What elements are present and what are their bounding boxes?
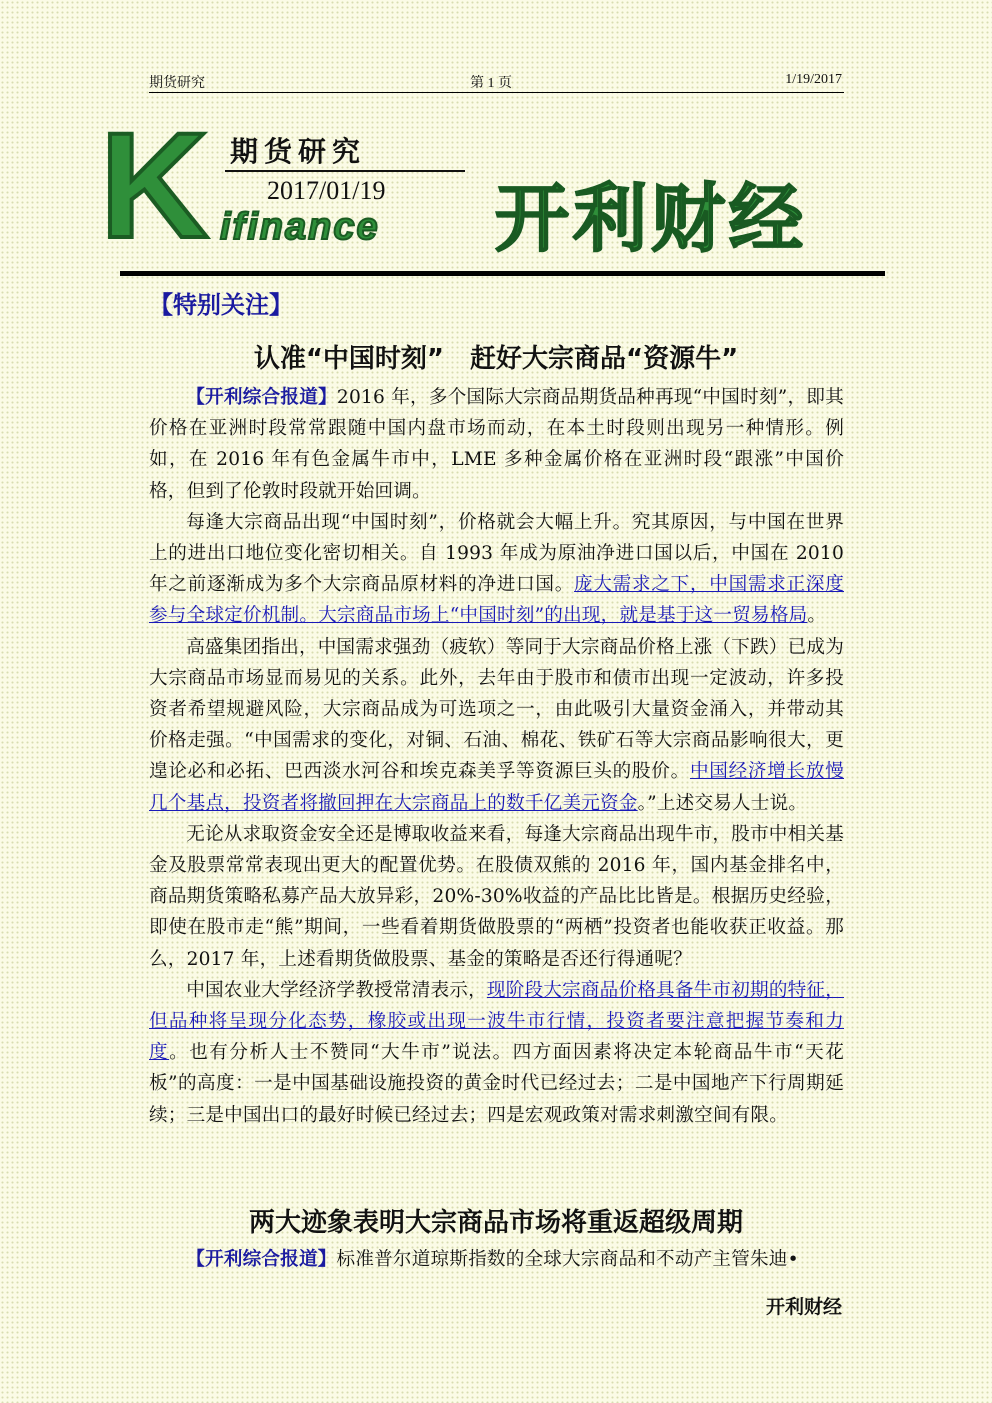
section-label: 【特别关注】: [149, 291, 293, 319]
article-link[interactable]: 庞大需求之下，中国需求正深度参与全球定价机制。大宗商品市场上“中国时刻”的出现，就是基于这一贸易格局: [149, 574, 844, 627]
paragraph-text: 中国农业大学经济学教授常清表示，: [186, 979, 487, 1001]
masthead-title: 期货研究: [230, 135, 367, 168]
masthead-divider: [120, 271, 885, 276]
article-1-paragraph-4: [149, 819, 844, 975]
article-1-body: [149, 382, 844, 1131]
article-1-paragraph-1: [149, 382, 844, 507]
header-rule: [149, 92, 844, 93]
article-1-paragraph-3: [149, 632, 844, 819]
header-date: 1/19/2017: [785, 72, 842, 87]
logo-k-letter: K: [100, 101, 205, 269]
article-link[interactable]: 中国经济增长放慢几个基点，投资者将撤回押在大宗商品上的数千亿美元资金: [149, 761, 844, 814]
logo-wordmark: ifinance: [220, 206, 380, 248]
masthead-rule: [225, 170, 465, 172]
article-1-lead: 【开利综合报道】: [186, 387, 337, 408]
article-1-paragraph-5: [149, 975, 844, 1131]
brand-title: 开利财经: [495, 176, 807, 262]
footer-brand: 开利财经: [765, 1296, 842, 1318]
article-1-paragraph-2: [149, 507, 844, 632]
article-link[interactable]: 现阶段大宗商品价格具备牛市初期的特征，但品种将呈现分化态势，橡胶或出现一波牛市行情，投资者要注意把握节奏和力度: [149, 979, 844, 1064]
article-2-body: [149, 1244, 844, 1275]
paragraph-text: 。”上述交易人士说。: [637, 792, 808, 814]
article-1-title: 认准“中国时刻” 赶好大宗商品“资源牛”: [253, 344, 739, 374]
header-left: 期货研究: [149, 76, 205, 91]
paragraph-text: 2016 年，多个国际大宗商品期货品种再现“中国时刻”，即其价格在亚洲时段常常跟随中国内盘市场而动，在本土时段则出现另一种情形。例如，在 2016 年有色金属牛市中，LME 多种金属价格在亚洲时段“跟涨”中国价格，但到了伦敦时段就开始回调。: [149, 387, 844, 502]
masthead-logo: [100, 101, 470, 269]
paragraph-text: 标准普尔道琼斯指数的全球大宗商品和不动产主管朱迪•: [336, 1249, 799, 1270]
article-2-paragraph-1: [149, 1244, 844, 1275]
header-page-number: 第 1 页: [470, 76, 512, 91]
paragraph-text: 。也有分析人士不赞同“大牛市”说法。四方面因素将决定本轮商品牛市“天花板”的高度：一是中国基础设施投资的黄金时代已经过去；二是中国地产下行周期延续；三是中国出口的最好时候已经过去；四是宏观政策对需求刺激空间有限。: [149, 1042, 844, 1126]
paragraph-text: 无论从求取资金安全还是博取收益来看，每逢大宗商品出现牛市，股市中相关基金及股票常常表现出更大的配置优势。在股债双熊的 2016 年，国内基金排名中，商品期货策略私募产品大放异彩，20%-30%收益的产品比比皆是。根据历史经验，即使在股市走“熊”期间，一些看着期货做股票的“两栖”投资者也能收获正收益。那么，2017 年，上述看期货做股票、基金的策略是否还行得通呢？: [149, 823, 844, 970]
masthead-date: 2017/01/19: [267, 176, 386, 205]
article-2-lead: 【开利综合报道】: [186, 1249, 337, 1270]
paragraph-text: 每逢大宗商品出现“中国时刻”，价格就会大幅上升。究其原因，与中国在世界上的进出口地位变化密切相关。自 1993 年成为原油净进口国以后，中国在 2010 年之前逐渐成为多个大宗商品原材料的净进口国。: [149, 511, 844, 596]
paragraph-text: 高盛集团指出，中国需求强劲（疲软）等同于大宗商品价格上涨（下跌）已成为大宗商品市场显而易见的关系。此外，去年由于股市和债市出现一定波动，许多投资者希望规避风险，大宗商品成为可选项之一，由此吸引大量资金涌入，并带动其价格走强。“中国需求的变化，对铜、石油、棉花、铁矿石等大宗商品影响很大，更遑论必和必拓、巴西淡水河谷和埃克森美孚等资源巨头的股价。: [149, 636, 844, 783]
paragraph-text: 。: [807, 605, 827, 627]
article-2-title: 两大迹象表明大宗商品市场将重返超级周期: [248, 1208, 743, 1238]
